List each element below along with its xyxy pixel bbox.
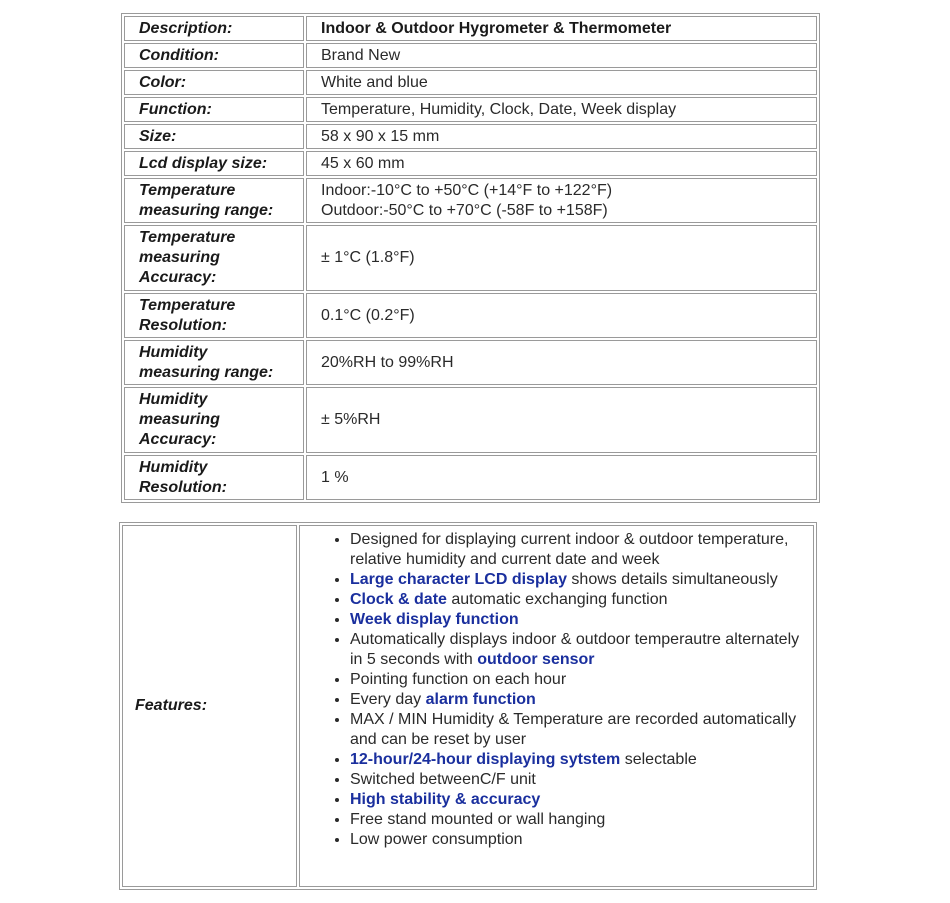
feature-highlight: outdoor sensor <box>477 651 595 668</box>
spec-row-size <box>124 124 817 149</box>
spec-label-line: measuring <box>139 249 220 266</box>
spec-value: ± 5%RH <box>306 387 817 453</box>
features-table <box>119 522 817 890</box>
spec-label-line: Accuracy: <box>139 269 217 286</box>
feature-highlight: Large character LCD display <box>350 571 567 588</box>
spec-label: Condition: <box>124 43 304 68</box>
spec-value: White and blue <box>306 70 817 95</box>
spec-label-line: Temperature <box>139 181 236 199</box>
spec-row-humidity-resolution <box>124 455 817 500</box>
spec-row-temperature-accuracy <box>124 225 817 291</box>
spec-row-lcd-size <box>124 151 817 176</box>
specification-table <box>121 13 820 503</box>
feature-item: • Large character LCD display shows details simultaneously <box>350 570 809 590</box>
feature-item: • Automatically displays indoor & outdoor temperautre alternately in 5 seconds with outdoor sensor <box>350 630 809 670</box>
feature-item: • MAX / MIN Humidity & Temperature are recorded automatically and can be reset by user <box>350 710 809 750</box>
feature-highlight: 12-hour/24-hour displaying sytstem <box>350 751 621 768</box>
spec-label: Function: <box>124 97 304 122</box>
spec-label <box>124 293 304 338</box>
spec-label-line: Humidity <box>139 458 208 476</box>
feature-item: • Every day alarm function <box>350 690 809 710</box>
spec-value: Brand New <box>306 43 817 68</box>
spec-value-line: Outdoor:-50°C to +70°C (-58F to +158F) <box>321 201 608 219</box>
spec-label <box>124 178 304 223</box>
feature-item <box>350 790 809 810</box>
features-cell <box>299 525 814 887</box>
spec-label <box>124 340 304 385</box>
spec-label-line: measuring range: <box>139 363 274 381</box>
spec-row-humidity-range <box>124 340 817 385</box>
spec-label: Lcd display size: <box>124 151 304 176</box>
spec-row-temperature-resolution <box>124 293 817 338</box>
spec-label-line: Accuracy: <box>139 431 217 448</box>
features-list <box>300 530 809 850</box>
feature-item: • Pointing function on each hour <box>350 670 809 690</box>
spec-label-line: Temperature <box>139 229 236 246</box>
spec-row-color <box>124 70 817 95</box>
spec-row-function <box>124 97 817 122</box>
spec-label-line: Humidity <box>139 343 208 361</box>
feature-item: • 12-hour/24-hour displaying sytstem selectable <box>350 750 809 770</box>
feature-item: • Low power consumption <box>350 830 809 850</box>
spec-row-description <box>124 16 817 41</box>
feature-item: • Clock & date automatic exchanging function <box>350 590 809 610</box>
feature-highlight: Clock & date <box>350 591 447 608</box>
feature-item: • Free stand mounted or wall hanging <box>350 810 809 830</box>
spec-label <box>124 387 304 453</box>
spec-label: Color: <box>124 70 304 95</box>
feature-item: • Designed for displaying current indoor & outdoor temperature, relative humidity and current date and week <box>350 530 809 570</box>
feature-highlight: High stability & accuracy <box>350 791 541 808</box>
spec-label: Description: <box>124 16 304 41</box>
spec-label-line: measuring <box>139 411 220 428</box>
feature-item <box>350 610 809 630</box>
spec-value: Indoor & Outdoor Hygrometer & Thermometer <box>306 16 817 41</box>
spec-value: Temperature, Humidity, Clock, Date, Week display <box>306 97 817 122</box>
features-label: Features: <box>122 525 297 887</box>
spec-label-line: measuring range: <box>139 201 274 219</box>
feature-highlight: alarm function <box>425 691 536 708</box>
spec-value: ± 1°C (1.8°F) <box>306 225 817 291</box>
spec-value: 45 x 60 mm <box>306 151 817 176</box>
spec-value: 1 % <box>306 455 817 500</box>
spec-label <box>124 225 304 291</box>
spec-label-line: Temperature <box>139 296 236 314</box>
spec-label-line: Resolution: <box>139 316 227 334</box>
spec-value: 20%RH to 99%RH <box>306 340 817 385</box>
feature-highlight: Week display function <box>350 611 519 628</box>
spec-label-line: Resolution: <box>139 478 227 496</box>
feature-item: • Switched betweenC/F unit <box>350 770 809 790</box>
spec-row-temperature-range <box>124 178 817 223</box>
spec-label <box>124 455 304 500</box>
spec-value <box>306 178 817 223</box>
spec-label-line: Humidity <box>139 391 208 408</box>
spec-value-line: Indoor:-10°C to +50°C (+14°F to +122°F) <box>321 181 613 199</box>
spec-value: 0.1°C (0.2°F) <box>306 293 817 338</box>
spec-row-condition <box>124 43 817 68</box>
spec-row-humidity-accuracy <box>124 387 817 453</box>
spec-value: 58 x 90 x 15 mm <box>306 124 817 149</box>
spec-label: Size: <box>124 124 304 149</box>
